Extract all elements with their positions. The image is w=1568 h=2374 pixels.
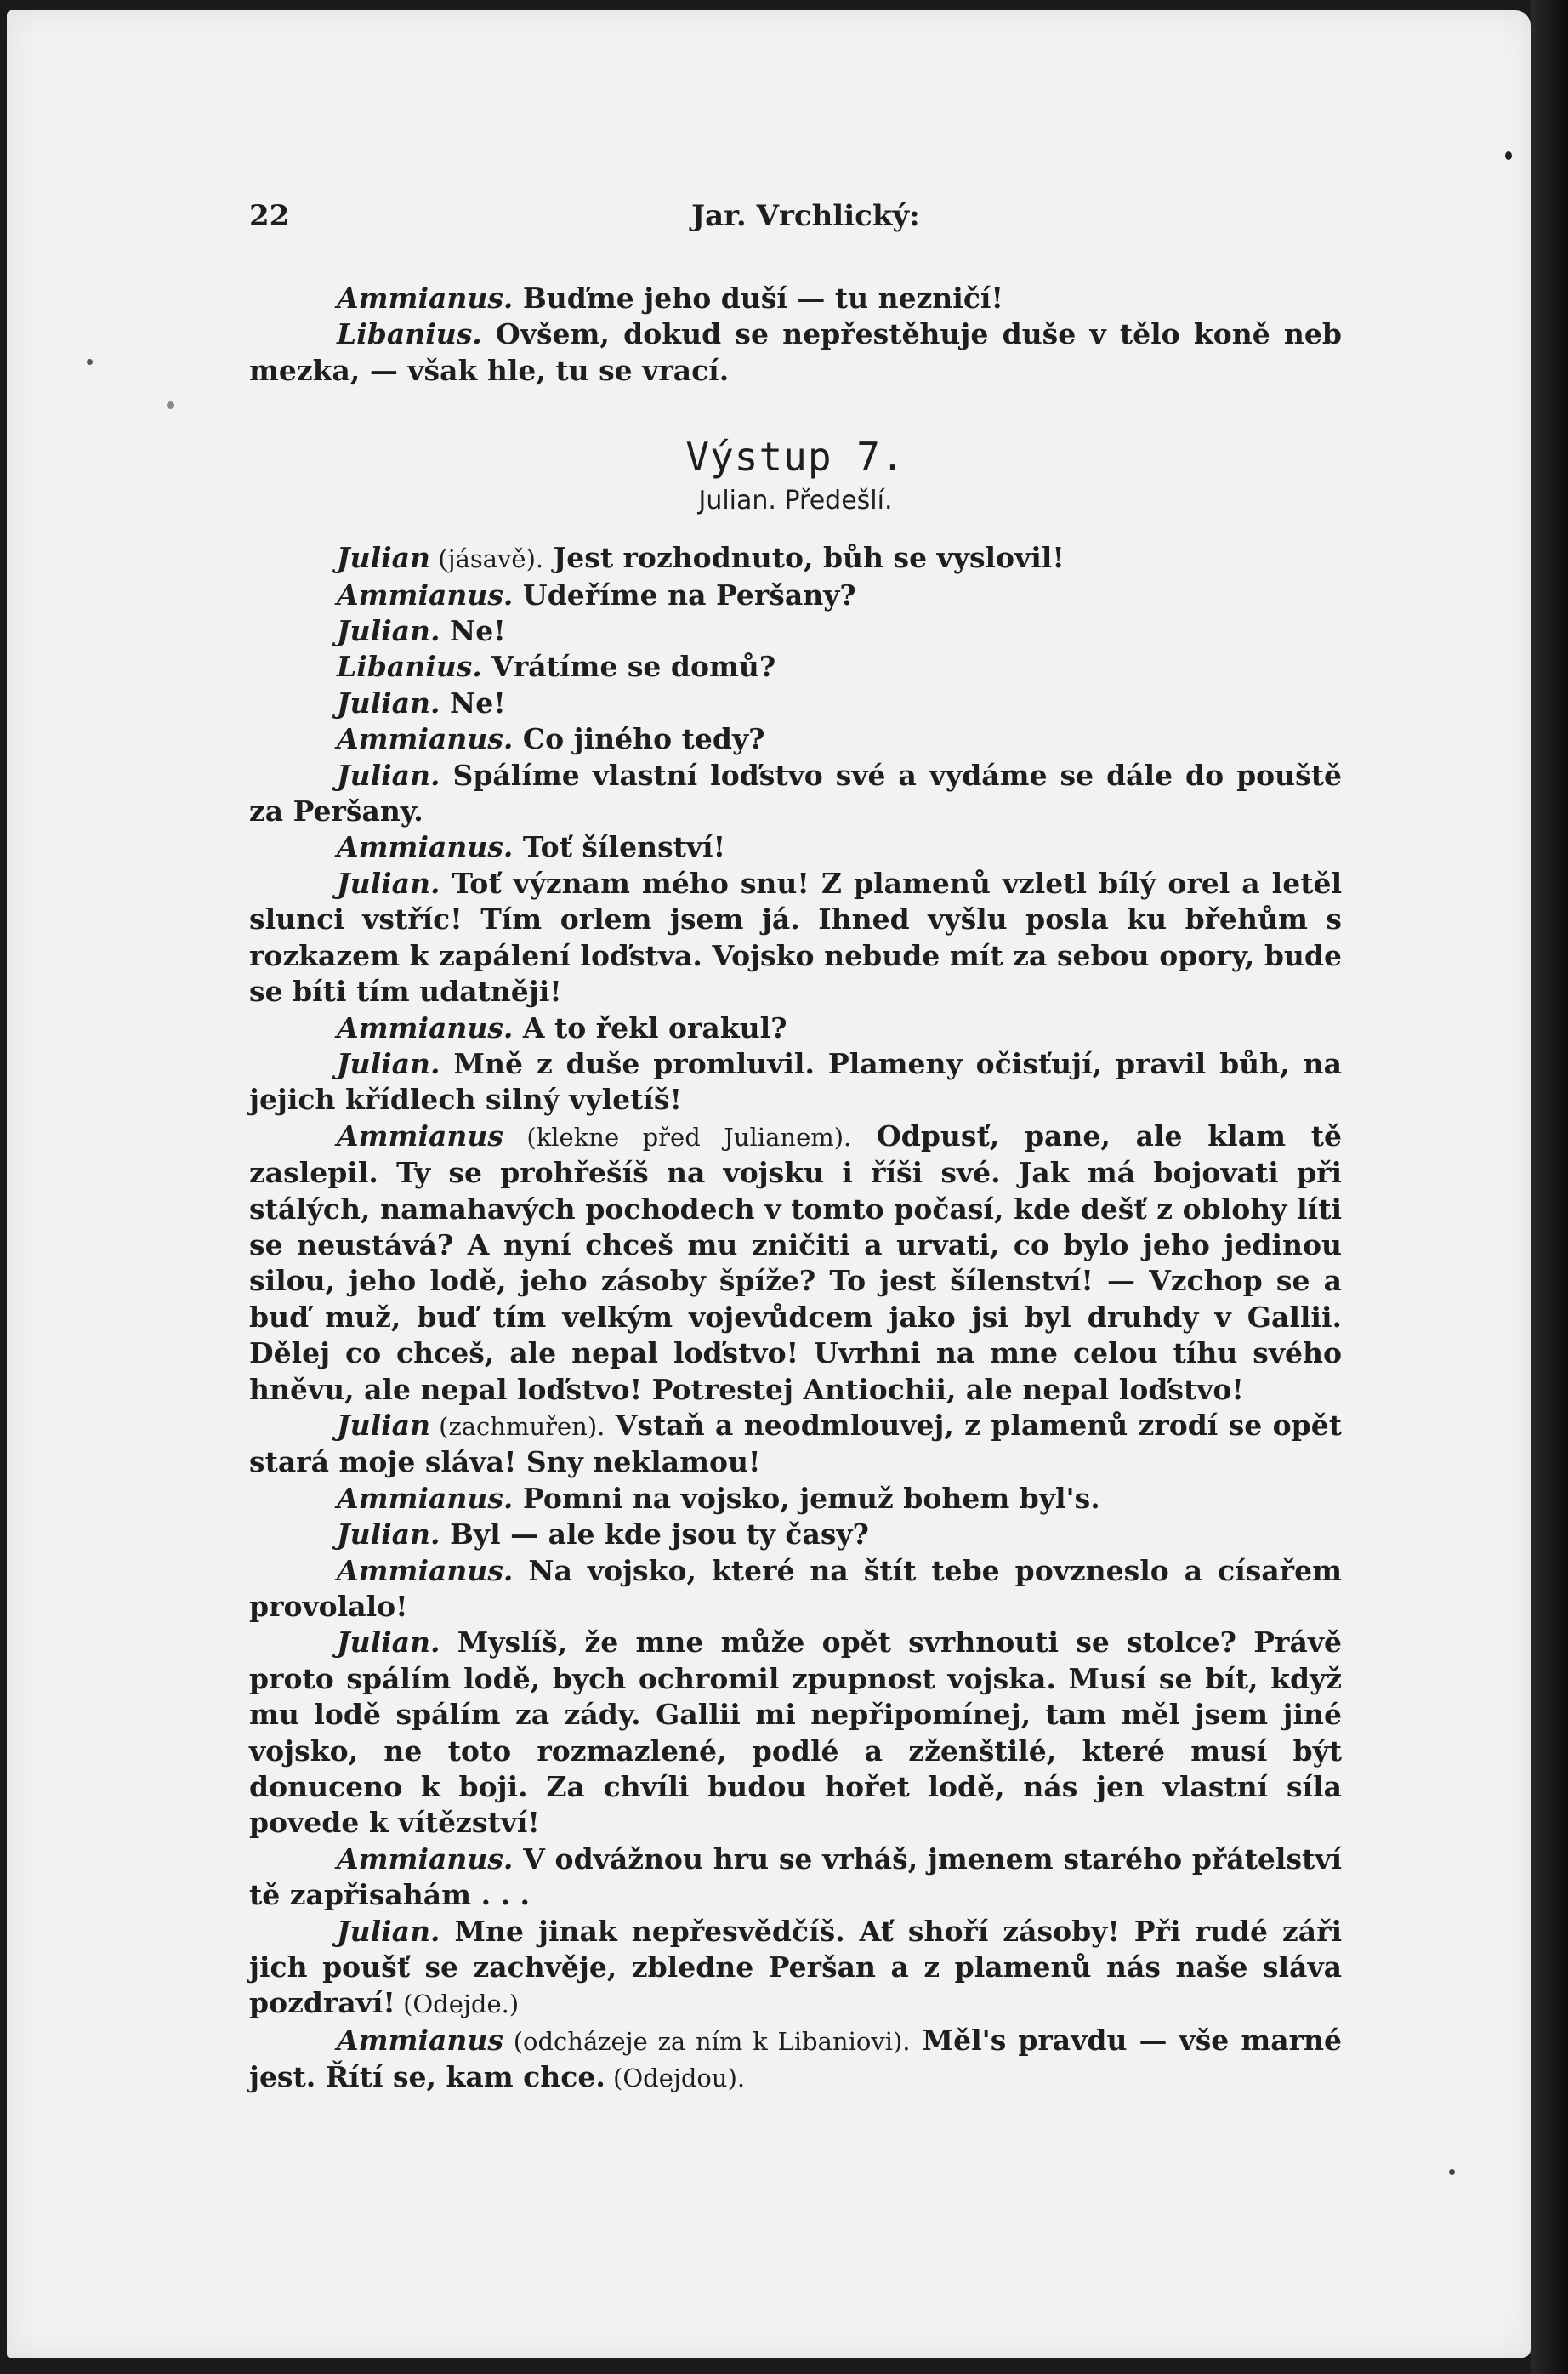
speech-text: Udeříme na Peršany? <box>513 578 856 612</box>
dialogue-line <box>249 721 1342 757</box>
dialogue-line <box>249 686 1342 721</box>
speaker-name: Julian. <box>337 866 440 900</box>
speaker-name: Ammianus. <box>337 830 514 864</box>
stage-direction: (Odejde.) <box>395 1990 520 2019</box>
dialogue-line <box>249 1842 1342 1914</box>
speaker-name: Ammianus <box>337 1119 503 1153</box>
speaker-name: Ammianus <box>337 2023 503 2057</box>
dialogue-line <box>249 540 1342 577</box>
speech-text: Vrátíme se domů? <box>481 650 776 684</box>
speaker-name: Julian. <box>337 758 440 792</box>
speech-text: Mně z duše promluvil. Plameny očisťují, pravil bůh, na jejich křídlech silný vyletíš! <box>249 1046 1342 1117</box>
dialogue-line <box>249 281 1342 316</box>
book-page <box>7 10 1531 2358</box>
speaker-name: Ammianus. <box>337 1842 514 1876</box>
speech-text: Pomni na vojsko, jemuž bohem byl's. <box>513 1481 1100 1515</box>
speaker-name: Julian <box>337 1408 431 1442</box>
dialogue-line <box>249 1914 1342 2023</box>
speech-text: V odvážnou hru se vrháš, jmenem starého přátelství tě zapřisahám . . . <box>249 1842 1342 1912</box>
speaker-name: Ammianus. <box>337 1011 514 1045</box>
speaker-name: Julian. <box>337 1517 440 1551</box>
play-text <box>249 281 1342 2097</box>
speech-text: Buďme jeho duší — tu nezničí! <box>513 282 1003 315</box>
dialogue-line <box>249 1046 1342 1119</box>
dialogue-line <box>249 578 1342 613</box>
speaker-name: Libanius. <box>337 650 482 684</box>
page-number: 22 <box>249 199 290 233</box>
ink-speck <box>1449 2169 1455 2175</box>
speech-text: Měl's pravdu — vše marné jest. Řítí se, kam chce. <box>249 2023 1342 2094</box>
page-edge-shadow <box>1531 0 1568 2374</box>
dialogue-line <box>249 1408 1342 1481</box>
speech-text: Co jiného tedy? <box>513 722 765 756</box>
dialogue-line <box>249 758 1342 830</box>
dialogue-line <box>249 649 1342 685</box>
stage-direction: (odcházeje za ním k Libaniovi). <box>503 2026 911 2056</box>
speech-text: Na vojsko, které na štít tebe povzneslo a císařem provolalo! <box>249 1553 1342 1623</box>
speaker-name: Ammianus. <box>337 282 514 315</box>
dialogue-line <box>249 1119 1342 1408</box>
page-header <box>249 199 1342 240</box>
speech-text: Ne! <box>440 686 506 720</box>
speech-text: Vstaň a neodmlouvej, z plamenů zrodí se opět stará moje sláva! Sny neklamou! <box>249 1408 1343 1479</box>
stage-direction: (Odejdou). <box>605 2064 746 2093</box>
speech-text: Odpusť, pane, ale klam tě zaslepil. Ty se prohřešíš na vojsku i říši své. Jak má bojovati při stálých, namahavých pochodech v tomto počasí, kde dešť z oblohy líti se neustává? A nyní chceš mu zničiti a urvati, co bylo jeho jedinou silou, jeho lodě, jeho zásoby špíže? To jest šílenství! — Vzchop se a buď muž, buď tím velkým vojevůdcem jako jsi byl druhdy v Gallii. Dělej co chceš, ale nepal loďstvo! Uvrhni na mne celou tíhu svého hněvu, ale nepal loďstvo! Potrestej Antiochii, ale nepal loďstvo! <box>249 1119 1342 1406</box>
dialogue-line <box>249 866 1342 1011</box>
running-head: Jar. Vrchlický: <box>691 199 920 233</box>
speech-text: Ovšem, dokud se nepřestěhuje duše v tělo koně neb mezka, — však hle, tu se vrací. <box>249 317 1342 387</box>
speaker-name: Ammianus. <box>337 722 514 756</box>
speaker-name: Julian. <box>337 1914 440 1948</box>
speech-text: Jest rozhodnuto, bůh se vyslovil! <box>543 541 1065 575</box>
dialogue-line <box>249 1481 1342 1517</box>
scene-persons: Julian. Předešlí. <box>698 486 893 516</box>
speech-text: Ne! <box>440 614 506 648</box>
dialogue-line <box>249 316 1342 389</box>
dialogue-line <box>249 1625 1342 1841</box>
stage-direction: (klekne před Julianem). <box>503 1122 852 1152</box>
speaker-name: Julian. <box>337 1046 440 1080</box>
speaker-name: Julian. <box>337 686 440 720</box>
speech-text: Spálíme vlastní loďstvo své a vydáme se dále do pouště za Peršany. <box>249 758 1342 828</box>
stage-direction: (jásavě). <box>430 544 544 574</box>
dialogue-line <box>249 613 1342 649</box>
dialogue-line <box>249 2023 1342 2097</box>
ink-speck <box>1505 151 1512 160</box>
dialogue-line <box>249 829 1342 865</box>
speaker-name: Ammianus. <box>337 578 514 612</box>
speech-text: Myslíš, že mne může opět svrhnouti se stolce? Právě proto spálím lodě, bych ochromil zpupnost vojska. Musí se bít, když mu lodě spálím za zády. Gallii mi nepřipomínej, tam měl jsem jiné vojsko, ne toto rozmazlené, podlé a zženštilé, které musí být donuceno k boji. Za chvíli budou hořet lodě, nás jen vlastní síla povede k vítězství! <box>249 1625 1342 1840</box>
ink-speck <box>167 401 174 409</box>
ink-speck <box>87 359 93 365</box>
speaker-name: Ammianus. <box>337 1553 514 1587</box>
scene-title: Výstup 7. <box>685 434 906 481</box>
dialogue-line <box>249 1517 1342 1552</box>
dialogue-line <box>249 1011 1342 1046</box>
speaker-name: Libanius. <box>337 317 482 351</box>
speech-text: Mne jinak nepřesvědčíš. Ať shoří zásoby! Při rudé záři jich poušť se zachvěje, zbledne Peršan a z plamenů nás naše sláva pozdraví! <box>249 1914 1342 2020</box>
speaker-name: Julian. <box>337 614 440 648</box>
speaker-name: Julian <box>337 541 431 575</box>
speaker-name: Julian. <box>337 1625 440 1660</box>
speech-text: Toť význam mého snu! Z plamenů vzletl bílý orel a letěl slunci vstříc! Tím orlem jsem já. Ihned vyšlu posla ku břehům s rozkazem k zapálení loďstva. Vojsko nebude mít za sebou opory, bude se bíti tím udatněji! <box>249 866 1342 1009</box>
speech-text: A to řekl orakul? <box>513 1011 787 1045</box>
stage-direction: (zachmuřen). <box>430 1411 605 1441</box>
speaker-name: Ammianus. <box>337 1481 514 1515</box>
speech-text: Toť šílenství! <box>513 830 726 864</box>
speech-text: Byl — ale kde jsou ty časy? <box>440 1517 869 1551</box>
dialogue-line <box>249 1553 1342 1625</box>
